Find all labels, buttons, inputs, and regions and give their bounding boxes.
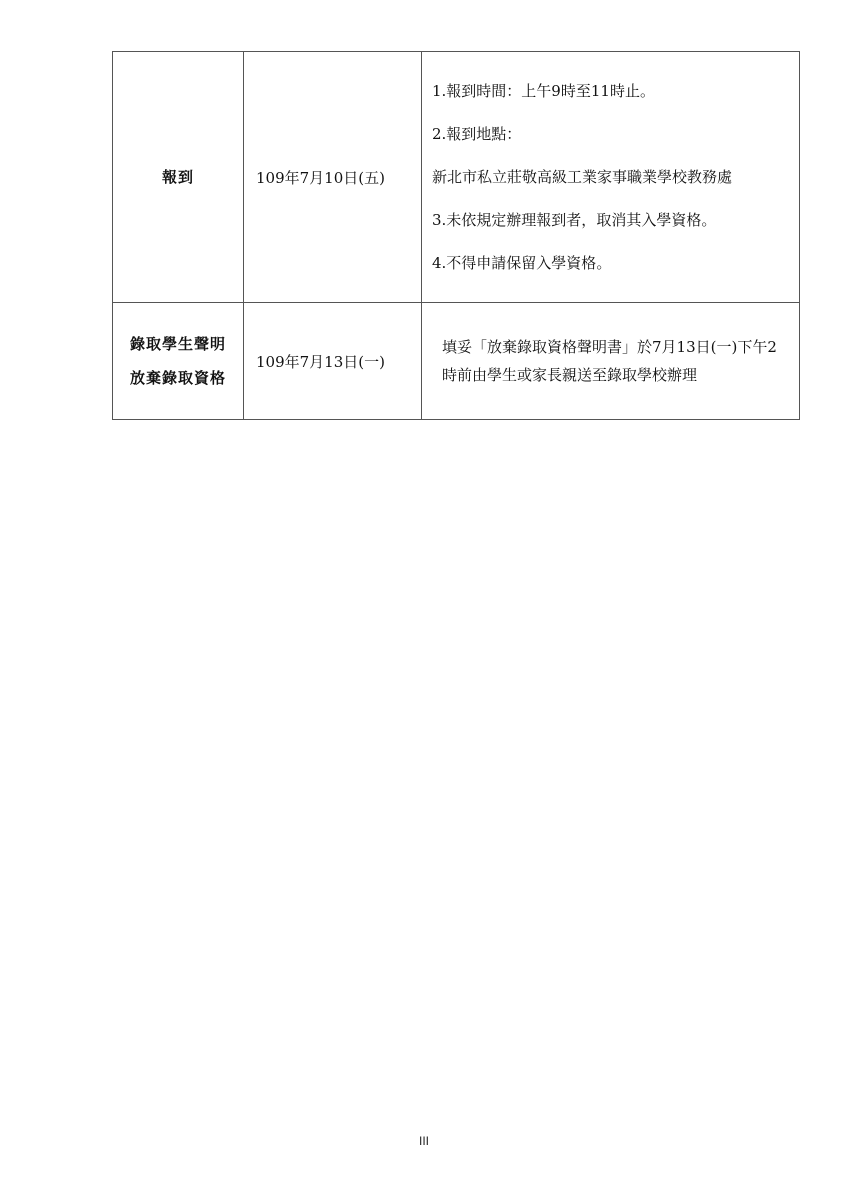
description-item: 新北市私立莊敬高級工業家事職業學校教務處 (432, 167, 733, 186)
description-item: 4.不得申請保留入學資格。 (432, 253, 612, 272)
row-label-waiver (113, 303, 244, 420)
description-item: 2.報到地點： (432, 124, 522, 143)
description-item: 3.未依規定辦理報到者，取消其入學資格。 (432, 210, 717, 229)
page-number: III (418, 1134, 429, 1148)
row-description: 填妥「放棄錄取資格聲明書」於7月13日(一)下午2時前由學生或家長親送至錄取學校辦理 (422, 303, 800, 420)
row-label-line: 錄取學生聲明 (129, 335, 226, 353)
row-label-line: 報到 (161, 168, 194, 186)
table-row-registration (113, 52, 800, 303)
row-label-line: 放棄錄取資格 (129, 369, 226, 387)
row-date: 109年7月13日(一) (244, 303, 422, 420)
row-label-registration (113, 52, 244, 303)
schedule-table (112, 51, 800, 420)
row-date: 109年7月10日(五) (244, 52, 422, 303)
row-description-list (422, 52, 800, 303)
description-item: 1.報到時間：上午9時至11時止。 (432, 81, 655, 100)
table-row-waiver (113, 303, 800, 420)
